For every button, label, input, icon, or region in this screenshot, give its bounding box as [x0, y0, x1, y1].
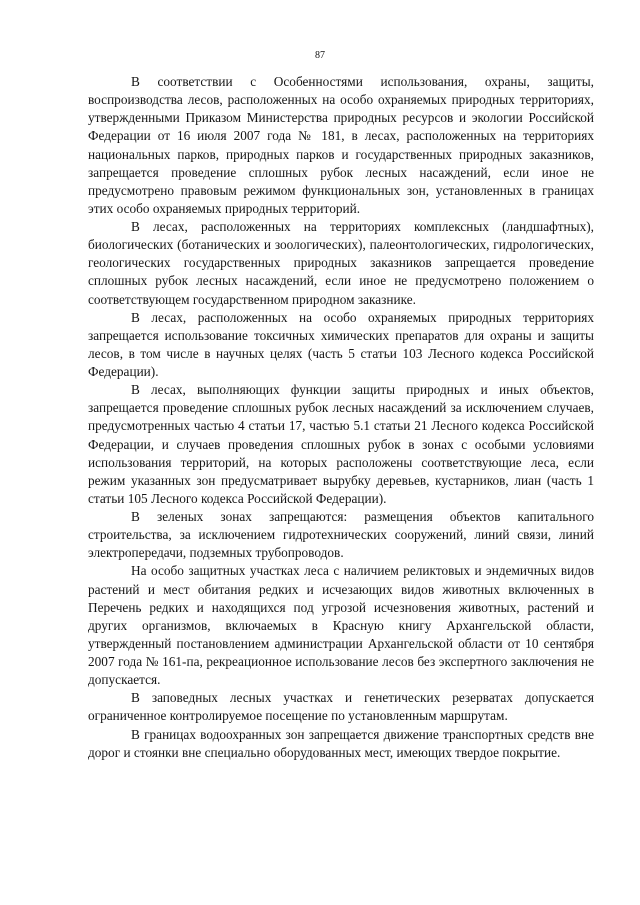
paragraph: В заповедных лесных участках и генетических резерватах допускается ограниченное контролируемое посещение по установленным маршрутам.: [88, 690, 594, 724]
paragraph: На особо защитных участках леса с наличием реликтовых и эндемичных видов растений и мест обитания редких и исчезающих видов животных включенных в Перечень редких и находящихся под угрозой исчезновения животных, растений и других организмов, включаемых в Красную книгу Архангельской области, утвержденный постановлением администрации Архангельской области от 10 сентября 2007 года № 161-па, рекреационное использование лесов без экспертного заключения не допускается.: [88, 563, 594, 688]
paragraph: В лесах, расположенных на территориях комплексных (ландшафтных), биологических (ботанических и зоологических), палеонтологических, гидрологических, геологических государственных природных заказников запрещается проведение сплошных рубок лесных насаждений, если иное не предусмотрено положением о соответствующем государственном природном заказнике.: [88, 219, 594, 307]
paragraph: В границах водоохранных зон запрещается движение транспортных средств вне дорог и стоянки вне специально оборудованных мест, имеющих твердое покрытие.: [88, 726, 594, 760]
paragraph: В зеленых зонах запрещаются: размещения объектов капитального строительства, за исключением гидротехнических сооружений, линий связи, линий электропередачи, подземных трубопроводов.: [88, 509, 594, 561]
paragraph: В соответствии с Особенностями использования, охраны, защиты, воспроизводства лесов, расположенных на особо охраняемых природных территориях, утвержденными Приказом Министерства природных ресурсов и экологии Российской Федерации от 16 июля 2007 года № 181, в лесах, расположенных на территориях национальных парков, природных парков и государственных природных заказников, запрещается проведение сплошных рубок лесных насаждений, если иное не предусмотрено правовым режимом функциональных зон, установленных в границах этих особо охраняемых природных территорий.: [88, 74, 594, 216]
page-number: 87: [315, 50, 325, 61]
body-text: [88, 73, 594, 762]
paragraph: В лесах, выполняющих функции защиты природных и иных объектов, запрещается проведение сплошных рубок лесных насаждений за исключением случаев, предусмотренных частью 4 статьи 17, частью 5.1 статьи 21 Лесного кодекса Российской Федерации, и случаев проведения сплошных рубок в зонах с особыми условиями использования территорий, на которых расположены соответствующие леса, если режим указанных зон предусматривает вырубку деревьев, кустарников, лиан (часть 1 статьи 105 Лесного кодекса Российской Федерации).: [88, 382, 594, 506]
paragraph: В лесах, расположенных на особо охраняемых природных территориях запрещается использование токсичных химических препаратов для охраны и защиты лесов, в том числе в научных целях (часть 5 статьи 103 Лесного кодекса Российской Федерации).: [88, 309, 594, 379]
